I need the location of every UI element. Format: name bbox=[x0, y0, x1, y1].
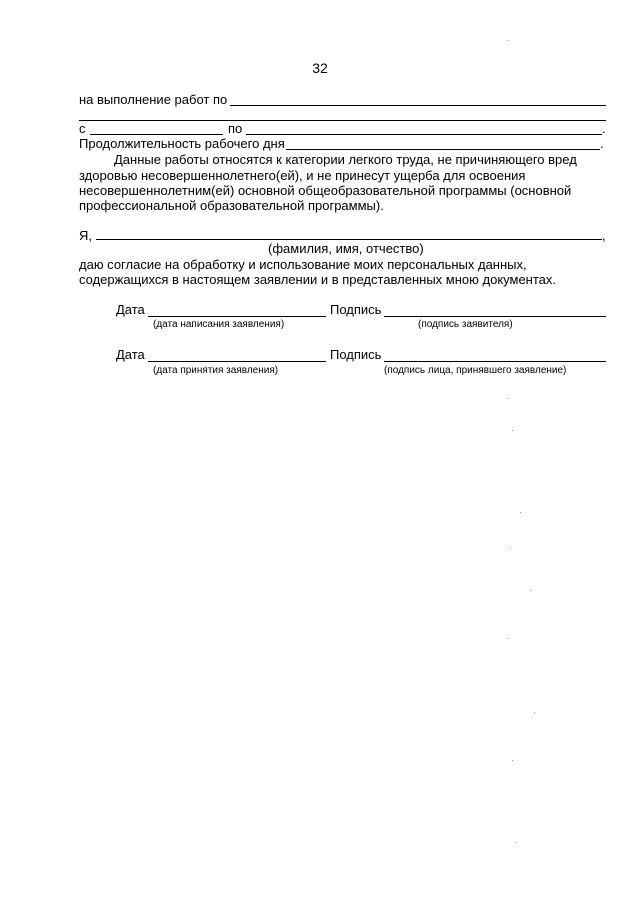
i-label: Я, bbox=[79, 228, 92, 243]
work-label: на выполнение работ по bbox=[79, 92, 228, 107]
signature-line-2[interactable] bbox=[384, 361, 606, 362]
signature-line-1[interactable] bbox=[384, 316, 606, 317]
signature-label-1: Подпись bbox=[330, 302, 382, 317]
workday-line[interactable] bbox=[286, 149, 600, 150]
workday-end-dot: . bbox=[600, 136, 604, 151]
date-label-2: Дата bbox=[116, 347, 145, 362]
to-label: по bbox=[228, 121, 243, 136]
from-date-line[interactable] bbox=[90, 134, 223, 135]
work-field-line[interactable] bbox=[230, 105, 606, 106]
scan-speck bbox=[534, 712, 535, 713]
scan-speck bbox=[512, 430, 513, 431]
scan-speck bbox=[512, 760, 513, 761]
consent-line-1: даю согласие на обработку и использование моих персональных данных, bbox=[79, 257, 527, 272]
scan-speck bbox=[516, 842, 517, 843]
scan-speck bbox=[510, 548, 511, 549]
signature-label-2: Подпись bbox=[330, 347, 382, 362]
date-line-1[interactable] bbox=[148, 316, 326, 317]
scan-speck bbox=[530, 590, 531, 591]
i-end-comma: , bbox=[602, 228, 606, 243]
scan-speck bbox=[508, 638, 509, 639]
scan-speck bbox=[520, 512, 521, 513]
date-caption-1: (дата написания заявления) bbox=[153, 319, 285, 330]
period-end-dot: . bbox=[602, 121, 606, 136]
date-line-2[interactable] bbox=[148, 361, 326, 362]
work-paragraph-line-1: Данные работы относятся к категории легкого труда, не причиняющего вред bbox=[114, 152, 577, 167]
work-paragraph-line-2: здоровью несовершеннолетнего(ей), и не принесут ущерба для освоения bbox=[79, 168, 526, 183]
workday-label: Продолжительность рабочего дня bbox=[79, 136, 285, 151]
signature-caption-1: (подпись заявителя) bbox=[418, 319, 513, 330]
signature-caption-2: (подпись лица, принявшего заявление) bbox=[384, 365, 567, 376]
date-label-1: Дата bbox=[116, 302, 145, 317]
work-field-line-2[interactable] bbox=[79, 120, 606, 121]
work-paragraph-line-3: несовершеннолетним(ей) основной общеобразовательной программы (основной bbox=[79, 183, 572, 198]
page-number: 32 bbox=[312, 60, 328, 76]
scan-speck bbox=[508, 398, 509, 399]
consent-line-2: содержащихся в настоящем заявлении и в представленных мною документах. bbox=[79, 272, 557, 287]
from-label: с bbox=[79, 121, 86, 136]
to-date-line[interactable] bbox=[246, 134, 602, 135]
full-name-line[interactable] bbox=[96, 239, 602, 240]
work-paragraph-line-4: профессиональной образовательной программы). bbox=[79, 198, 384, 213]
date-caption-2: (дата принятия заявления) bbox=[153, 365, 279, 376]
scan-speck bbox=[508, 40, 509, 41]
name-caption: (фамилия, имя, отчество) bbox=[268, 241, 424, 256]
